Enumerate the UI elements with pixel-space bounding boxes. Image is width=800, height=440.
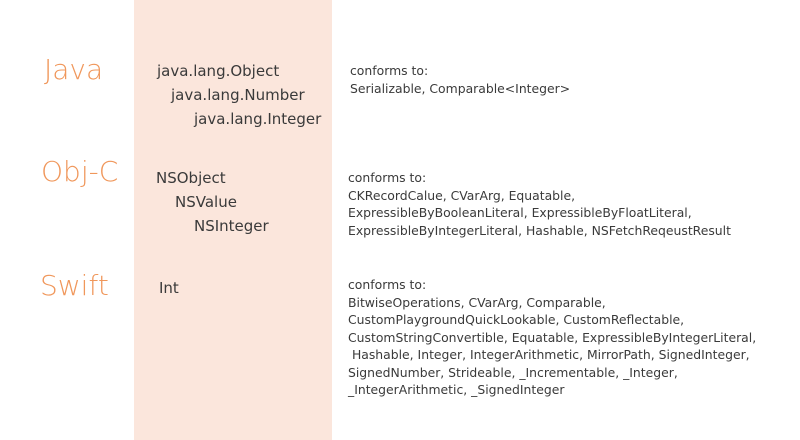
conforms-label: conforms to: (348, 277, 427, 292)
hierarchy-item: NSInteger (194, 217, 269, 235)
hierarchy-item: NSValue (175, 193, 237, 211)
objc-conformances (348, 169, 731, 239)
conforms-line: BitwiseOperations, CVarArg, Comparable, (348, 294, 606, 310)
conforms-line: Hashable, Integer, IntegerArithmetic, MirrorPath, SignedInteger, (348, 347, 750, 362)
conforms-line: CKRecordCalue, CVarArg, Equatable, (348, 187, 576, 203)
swift-conformances (348, 276, 756, 399)
hierarchy-item: NSObject (156, 169, 226, 187)
conforms-label: conforms to: (348, 170, 427, 185)
conforms-line: ExpressibleByBooleanLiteral, ExpressibleByFloatLiteral, (348, 205, 692, 220)
conforms-line: _IntegerArithmetic, _SignedInteger (348, 382, 565, 397)
objc-hierarchy (156, 166, 269, 238)
swift-language-title: Swift (40, 269, 109, 302)
conforms-line: CustomPlaygroundQuickLookable, CustomReflectable, (348, 312, 685, 327)
conforms-label: conforms to: (350, 63, 429, 78)
conforms-line: ExpressibleByIntegerLiteral, Hashable, NSFetchReqeustResult (348, 222, 731, 238)
conforms-line: CustomStringConvertible, Equatable, ExpressibleByIntegerLiteral, (348, 329, 757, 345)
java-conformances (350, 62, 570, 97)
java-hierarchy (157, 59, 321, 131)
hierarchy-item: java.lang.Number (171, 86, 305, 104)
java-language-title: Java (44, 53, 104, 86)
conforms-line: SignedNumber, Strideable, _Incrementable, _Integer, (348, 364, 678, 380)
swift-hierarchy (159, 276, 179, 300)
hierarchy-item: java.lang.Object (157, 62, 280, 80)
objc-language-title: Obj-C (41, 155, 119, 188)
hierarchy-item: java.lang.Integer (194, 110, 322, 128)
conforms-line: Serializable, Comparable<Integer> (350, 80, 571, 96)
hierarchy-item: Int (159, 279, 179, 297)
